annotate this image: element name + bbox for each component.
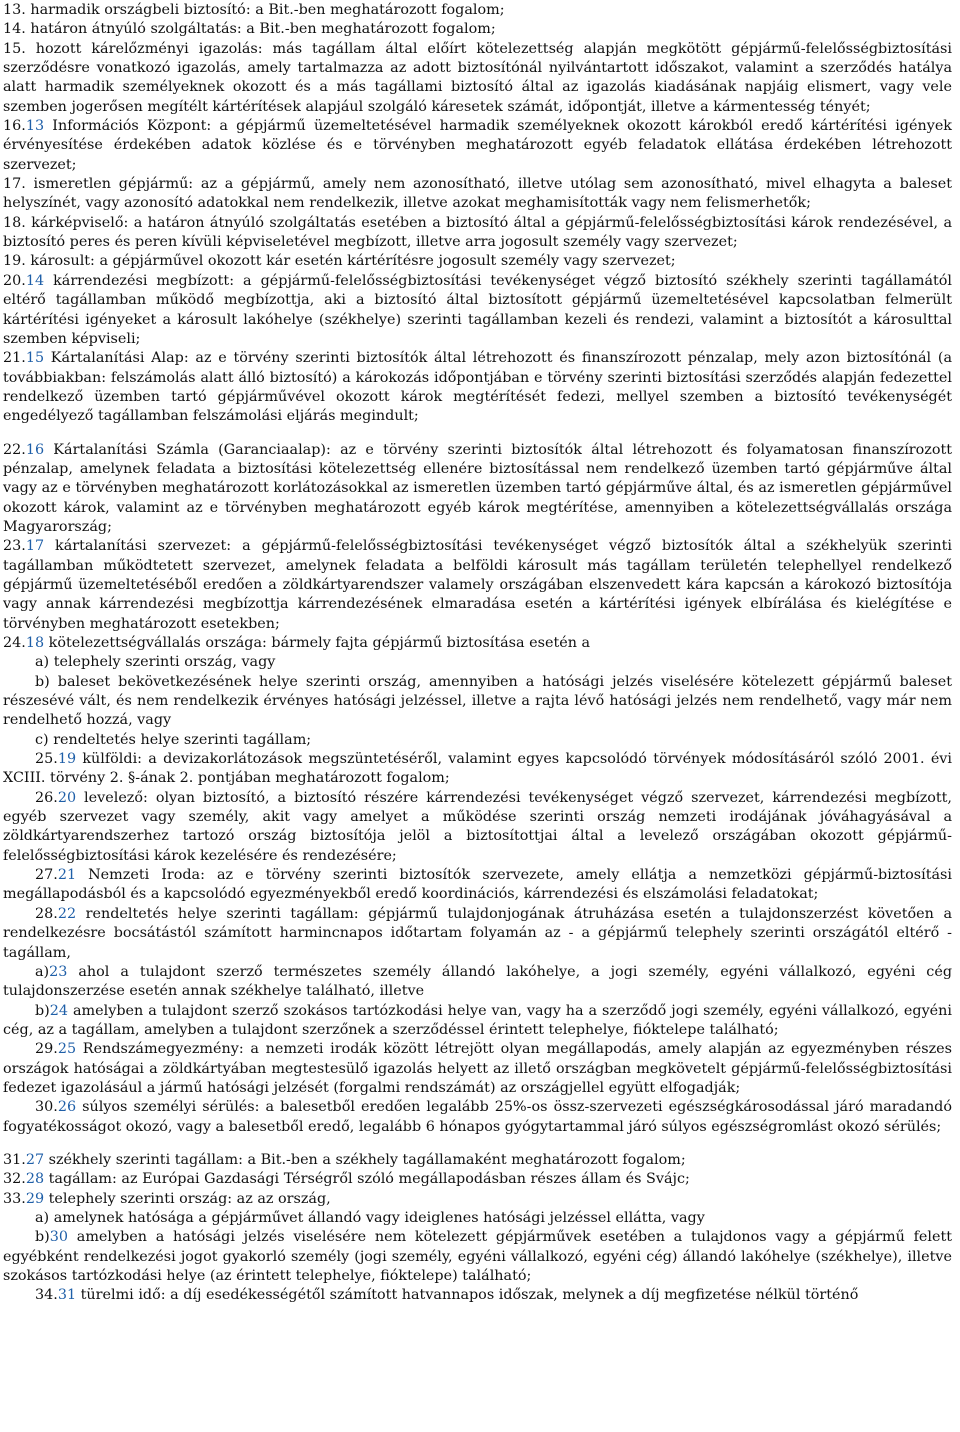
item-number: 16. [3,118,26,135]
footnote-reference-link[interactable]: 28 [25,1171,45,1188]
item-number: 33. [3,1190,26,1207]
footnote-reference-link[interactable]: 25 [57,1041,77,1058]
item-number: 31. [3,1151,26,1168]
footnote-reference-link[interactable]: 27 [25,1151,45,1168]
paragraph [3,673,952,731]
paragraph [3,731,952,750]
paragraph-text: székhely szerinti tagállam: a Bit.-ben a székhely tagállamaként meghatározott fogalom; [44,1151,686,1168]
paragraph [3,1,952,20]
item-number: 28. [35,905,58,922]
paragraph-text: levelező: olyan biztosító, a biztosító részére kárrendezési tevékenységet végző szervezet, kárrendezési megbízott, egyéb szervezet vagy személy, akit vagy amelyet a működése szerinti ország nemzeti irodájának jóváhagyásával a zöldkártyarendszerhez tartozó ország biztosítója jelöl a biztosítottjai által a levelező országában okozott gépjármű-felelősségbiztosítási károk kezelésére és rendezésére; [3,789,952,864]
item-number: 32. [3,1171,26,1188]
footnote-reference-link[interactable]: 19 [57,751,77,768]
paragraph [3,634,952,653]
paragraph-text: b) baleset bekövetkezésének helye szerinti ország, amennyiben a hatósági jelzés viselésére kötelezett gépjármű baleset részesévé vált, és nem rendelkezik érvényes hatósági jelzéssel, illetve a rajta lévő hatósági jelzés nem rendelhető, vagy már nem rendelhető hozzá, vagy [3,673,952,729]
item-number: 29. [35,1041,58,1058]
paragraph [3,1228,952,1286]
footnote-reference-link[interactable]: 30 [49,1229,69,1246]
paragraph-text: hozott kárelőzményi igazolás: más tagállam által előírt kötelezettség alapján megkötött gépjármű-felelősségbiztosítási szerződésre vonatkozó igazolás, amely tartalmazza az adott biztosítónál nyilvántartott időszakot, valamint a szerződés hatálya alatt harmadik személyeknek okozott és a más tagállami biztosító által az igazolás kiadásának napjáig elismert, vagy vele szemben jogerősen megítélt kártérítések alapjául szolgáló káresetek számát, időpontját, illetve a kármentesség tényét; [3,40,952,115]
item-number: 22. [3,441,26,458]
paragraph [3,1040,952,1098]
footnote-reference-link[interactable]: 16 [25,441,45,458]
paragraph-text: a) telephely szerinti ország, vagy [35,654,276,671]
footnote-reference-link[interactable]: 20 [57,789,77,806]
item-number: b) [35,1229,50,1246]
paragraph-text: Nemzeti Iroda: az e törvény szerinti biztosítók szervezete, amely ellátja a nemzetközi gépjármű-biztosítási megállapodásból és a kapcsolódó egyezményekből eredő koordinációs, kárrendezési és elszámolási feladatokat; [3,867,952,903]
paragraph-text: kártalanítási szervezet: a gépjármű-felelősségbiztosítási tevékenységet végző biztosítók által a székhelyük szerinti tagállamban működtetett szervezet, amelynek feladata a belföldi károsult más tagállam területén telephellyel rendelkező gépjármű üzemeltetéséből eredően a zöldkártyarendszer valamely országában elszenvedett kára kapcsán a károkozó biztosítója vagy annak kárrendezési megbízottja kárrendezésének elmaradása esetén a kártérítési igények elbírálása és kielégítése e törvényben meghatározott esetekben; [3,538,952,632]
paragraph [3,214,952,253]
paragraph [3,175,952,214]
paragraph [3,653,952,672]
footnote-reference-link[interactable]: 15 [25,350,45,367]
footnote-reference-link[interactable]: 17 [25,538,45,555]
paragraph [3,117,952,175]
paragraph-text: amelyben a tulajdont szerző szokásos tartózkodási helye van, vagy ha a szerződő jogi személy, egyéni vállalkozó, egyéni cég, az a tagállam, amelyben a tulajdont szerzőnek a szerződéssel érintett telephelye, fióktelepe található; [3,1002,952,1038]
item-number: 13. [3,2,26,18]
paragraph [3,441,952,538]
paragraph-text: harmadik országbeli biztosító: a Bit.-ben meghatározott fogalom; [25,2,505,18]
paragraph-text: Kártalanítási Számla (Garanciaalap): az e törvény szerinti biztosítók által létrehozott és folyamatosan finanszírozott pénzalap, amelynek feladata a biztosítási kötelezettség ellenére biztosítással nem rendelkező üzemben tartó gépjárműve által vagy az e törvényben meghatározott korlátozásokkal az ismeretlen üzemben tartó gépjárműve által, és az ismeretlen gépjárművel okozott károk, valamint az e törvényben meghatározott egyéb károk megtérítése, amennyiben a kötelezettségvállalás országa Magyarország; [3,441,952,535]
paragraph-text: tagállam: az Európai Gazdasági Térségről szóló megállapodásban részes állam és Svájc; [44,1171,690,1188]
footnote-reference-link[interactable]: 18 [25,635,45,651]
paragraph [3,905,952,963]
paragraph-text: a) amelynek hatósága a gépjárművet állandó vagy ideiglenes hatósági jelzéssel ellátta, vagy [35,1209,705,1226]
paragraph [3,1190,952,1209]
paragraph [3,1151,952,1170]
paragraph-text: kárképviselő: a határon átnyúló szolgáltatás esetében a biztosító által a gépjármű-felelősségbiztosítási károk rendezésével, a biztosító peres és peren kívüli képviseletével megbízott, illetve arra jogosult személy vagy szervezet; [3,214,952,251]
footnote-reference-link[interactable]: 13 [25,118,45,135]
paragraph-text: amelyben a hatósági jelzés viselésére nem kötelezett gépjárművek esetében a tulajdonos vagy a gépjármű felett egyébként rendelkezési jogot gyakorló személy (jogi személy, egyéni vállalkozó, egyéni cég) állandó lakóhelye (székhelye), illetve szokásos tartózkodási helye (az érintett telephelye, fióktelepe) található; [3,1229,952,1284]
paragraph [3,1170,952,1189]
footnote-reference-link[interactable]: 26 [57,1099,77,1116]
item-number: 26. [35,789,58,806]
paragraph [3,1286,952,1305]
paragraph [3,750,952,789]
item-number: a) [35,963,50,980]
paragraph-text: Kártalanítási Alap: az e törvény szerinti biztosítók által létrehozott és finanszírozott pénzalap, mely azon biztosítónál (a továbbiakban: felszámolás alatt álló biztosító) a károkozás időpontjában e törvény szerinti biztosítási szerződés alapján fedezettel rendelkező üzemben tartó gépjárművével okozott károk megtérítését fedezi, mellyel szemben a biztosító tevékenységét engedélyező tagállamban felszámolási eljárás megindult; [3,350,952,425]
item-number: 18. [3,214,26,231]
paragraph-text: ahol a tulajdont szerző természetes személy állandó lakóhelye, a jogi személy, egyéni vállalkozó, egyéni cég tulajdonszerzése esetén annak székhelye található, illetve [3,963,952,1000]
paragraph [3,1209,952,1228]
footnote-reference-link[interactable]: 14 [25,272,45,289]
paragraph-text: Rendszámegyezmény: a nemzeti irodák között létrejött olyan megállapodás, amely alapján az egyezményben részes országok hatóságai a zöldkártyában megtestesülő igazolás helyett az illető országban megkövetelt gépjármű-felelősségbiztosítási fedezet igazolásául a jármű hatósági jelzését (forgalmi rendszámát) az országjellel együtt elfogadják; [3,1041,952,1096]
paragraph [3,537,952,634]
item-number: b) [35,1002,50,1019]
paragraph [3,789,952,866]
paragraph-text: károsult: a gépjárművel okozott kár esetén kártérítésre jogosult személy vagy szervezet; [25,253,676,270]
item-number: 19. [3,253,26,270]
footnote-reference-link[interactable]: 29 [25,1190,45,1207]
paragraph-text: türelmi idő: a díj esedékességétől számított hatvannapos időszak, melynek a díj megfizetése nélkül történő [76,1287,859,1304]
item-number: 23. [3,538,26,555]
paragraph [3,1002,952,1041]
footnote-reference-link[interactable]: 23 [49,963,68,980]
paragraph [3,866,952,905]
paragraph-text: ismeretlen gépjármű: az a gépjármű, amely nem azonosítható, illetve utólag sem azonosítható, mivel elhagyta a baleset helyszínét, vagy azonosító adatokkal nem rendelkezik, illetve azokat meghamisították vagy nem felismerhetők; [3,176,952,212]
paragraph-text: kötelezettségvállalás országa: bármely fajta gépjármű biztosítása esetén a [44,635,591,651]
paragraph-text: Információs Központ: a gépjármű üzemeltetésével harmadik személyeknek okozott károkból eredő kártérítési igények érvényesítése érdekében adatok közlése és e törvényben meghatározott egyéb feladatok ellátása érdekében létrehozott szervezet; [3,118,952,173]
paragraph-text: c) rendeltetés helye szerinti tagállam; [35,731,312,748]
paragraph [3,1098,952,1137]
item-number: 21. [3,350,26,367]
footnote-reference-link[interactable]: 24 [49,1002,69,1019]
paragraph [3,349,952,426]
paragraph-text: súlyos személyi sérülés: a balesetből eredően legalább 25%-os össz-szervezeti egészségkárosodással járó maradandó fogyatékosságot okozó, vagy a balesetből eredő, legalább 6 hónapos gyógytartammal járó súlyos egészségromlást okozó sérülés; [3,1099,952,1135]
paragraph-gap [3,1137,952,1151]
paragraph-text: rendeltetés helye szerinti tagállam: gépjármű tulajdonjogának átruházása esetén a tulajdonszerzést követően a rendelkezésre bocsátástól számított harmincnapos időtartam folyamán az - a gépjármű telephely szerinti országától eltérő - tagállam, [3,905,952,961]
item-number: 15. [3,40,26,57]
item-number: 24. [3,635,26,651]
paragraph-text: telephely szerinti ország: az az ország, [44,1190,331,1207]
item-number: 34. [35,1287,58,1304]
paragraph [3,20,952,39]
paragraph [3,272,952,349]
paragraph-text: kárrendezési megbízott: a gépjármű-felelősségbiztosítási tevékenységet végző biztosító székhely szerinti tagállamától eltérő tagállamban működő megbízottja, aki a biztosító által biztosított gépjármű üzemeltetésével kapcsolatban felmerült kártérítési igényeket a károsult lakóhelye (székhelye) szerinti tagállamban kezeli és rendezi, valamint a biztosítót a károsulttal szemben képviseli; [3,272,952,347]
item-number: 20. [3,272,26,289]
paragraph [3,963,952,1002]
item-number: 30. [35,1099,58,1116]
item-number: 17. [3,176,26,193]
item-number: 25. [35,751,58,768]
footnote-reference-link[interactable]: 21 [57,867,77,884]
paragraph-text: külföldi: a devizakorlátozások megszüntetéséről, valamint egyes kapcsolódó törvények módosításáról szóló 2001. évi XCIII. törvény 2. §-ának 2. pontjában meghatározott fogalom; [3,751,952,787]
paragraph [3,40,952,117]
item-number: 14. [3,21,26,38]
paragraph-text: határon átnyúló szolgáltatás: a Bit.-ben meghatározott fogalom; [25,21,496,38]
paragraph [3,252,952,271]
footnote-reference-link[interactable]: 31 [57,1287,77,1304]
item-number: 27. [35,867,58,884]
footnote-reference-link[interactable]: 22 [57,905,77,922]
paragraph-gap [3,427,952,441]
